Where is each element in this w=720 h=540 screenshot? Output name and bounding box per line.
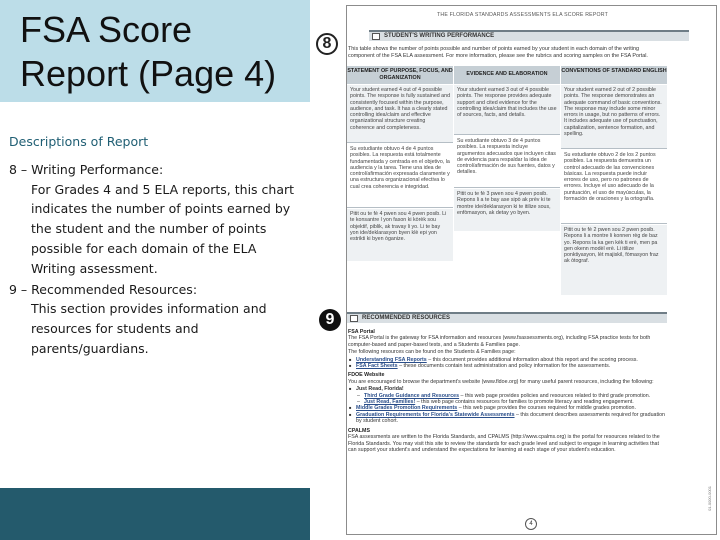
column-header-purpose: STATEMENT OF PURPOSE, FOCUS, AND ORGANIZATION (347, 66, 453, 84)
callout-writing-number: 8 (316, 33, 338, 55)
evidence-spanish: Su estudiante obtuvo 3 de 4 puntos posibles. La respuesta incluye argumentos adecuados que incluyen citas de evidencia para respaldar la idea de control/afirmación de sus fuentes, datos y detalles. (454, 136, 560, 188)
understanding-reports-link[interactable]: Understanding FSA Reports (356, 356, 427, 363)
purpose-spanish: Su estudiante obtuvo 4 de 4 puntos posibles. La respuesta está totalmente fundamentada y centrada en el objetivo, la audiencia y la tarea. Tiene una idea de control/afirmación expresada claramente y una estructura organizacional efectiva lo cual crea coherencia e integridad. (347, 144, 453, 208)
slide-title: FSA Score Report (Page 4) (20, 9, 277, 94)
portal-resource-desc: – this document provides additional information about this report and the scoring process. (426, 356, 638, 363)
description-text-resources: This section provides information and resources for students and parents/guardians. (31, 301, 267, 356)
fdoe-resource-desc: – this web page provides the courses required for middle grades promotion. (457, 405, 636, 412)
description-label-writing: 8 – Writing Performance: (9, 161, 164, 177)
writing-section-header (369, 30, 689, 41)
purpose-english: Your student earned 4 out of 4 possible points. The response is fully sustained and consistently focused within the purpose, audience, and task. It has a clearly stated controlling idea/claim and effective organizational structure creating coherence and completeness. (347, 85, 453, 143)
fdoe-resource-desc: – this web page provides policies and resources related to third grade promotion. (459, 392, 651, 399)
column-header-evidence: EVIDENCE AND ELABORATION (454, 66, 560, 84)
score-report-page (346, 5, 717, 535)
portal-resource-desc: – these documents contain test administration and policy information for the assessments. (397, 363, 611, 370)
writing-section-title: STUDENT'S WRITING PERFORMANCE (384, 33, 495, 39)
evidence-english: Your student earned 3 out of 4 possible points. The response provides adequate support and cited evidence for the controlling idea/claim that includes the use of sources, facts, and details. (454, 85, 560, 135)
descriptions-heading: Descriptions of Report (9, 134, 149, 149)
report-page-number: 4 (525, 518, 537, 530)
portal-resource-item (348, 363, 668, 369)
cpalms-heading: CPALMS (348, 427, 370, 434)
portal-text: The FSA Portal is the gateway for FSA information and resources (www.fsassessments.org), including FSA practice tests for both computer-based and paper-based tests, and a Students & Families page. (348, 335, 651, 348)
fdoe-resource-desc: – this web page contains resources for families to promote literacy and reading engagement. (415, 399, 634, 406)
graduation-requirements-link[interactable]: Graduation Requirements for Florida's Statewide Assessments (356, 411, 515, 418)
conventions-english: Your student earned 2 out of 2 possible points. The response demonstrates an adequate command of basic conventions. The response may include some minor errors in usage, but no patterns of errors. It includes adequate use of punctuation, capitalization, sentence formation, and spelling. (561, 85, 667, 149)
just-read-families-link[interactable]: Just Read, Families! (364, 399, 416, 406)
description-label-resources: 9 – Recommended Resources: (9, 281, 198, 297)
book-icon (350, 315, 358, 322)
description-text-writing: For Grades 4 and 5 ELA reports, this chart indicates the number of points earned by the student and the number of points possible for each domain of the ELA Writing assessment. (31, 181, 295, 276)
writing-intro: This table shows the number of points possible and number of points earned by your student in each domain of the writing component of the FSA ELA assessment. For more information, please see the rubrics and scoring samples on the FSA Portal. (348, 46, 648, 59)
bottom-band (0, 488, 310, 540)
conventions-creole: Pitit ou te fè 2 pwen sou 2 pwen posib. Repons li a montre li konnen règ de baz yo. Repons la ka gen kèk ti erè, men pa gen okenn modèl erè. Li itilize ponktiyasyon, lèt majiskil, fòmasyon fraz ak òtograf. (561, 225, 667, 295)
fdoe-resource-desc: – this document describes assessments required for graduation by student cohort. (356, 411, 665, 425)
evidence-creole: Pitit ou te fè 3 pwen sou 4 pwen posib. Repons li a te bay ase sipò ak prèv ki te montre ide/deklarasyon ki te itilize sous, enfòmasyon, ak detay yo byen. (454, 189, 560, 231)
resources-section-header (347, 312, 667, 323)
just-read-florida-link[interactable]: Just Read, Florida! (356, 386, 404, 393)
portal-heading: FSA Portal (348, 329, 375, 335)
portal-follow-text: The following resources can be found on the Students & Families page: (348, 349, 516, 356)
fdoe-resource-item (348, 412, 668, 425)
report-side-code: 01-0000-0001 (707, 486, 712, 511)
purpose-creole: Pitit ou te fè 4 pwen sou 4 pwen posib. Li te konsantre l yon fason ki kòrèk sou objektif, piblik, ak travay li yo. Li te bay yon ide/deklarasyon byen klè epi yon estrikti ki byen òganize. (347, 209, 453, 261)
third-grade-guidance-link[interactable]: Third Grade Guidance and Resources (364, 392, 460, 399)
fact-sheets-link[interactable]: FSA Fact Sheets (356, 363, 398, 370)
callout-resources-number: 9 (319, 309, 341, 331)
column-header-conventions: CONVENTIONS OF STANDARD ENGLISH (561, 66, 667, 84)
pencil-icon (372, 33, 380, 40)
resources-body (348, 326, 668, 454)
report-header: THE FLORIDA STANDARDS ASSESSMENTS ELA SCORE REPORT (437, 12, 608, 18)
description-item-resources (9, 280, 301, 359)
resources-section-title: RECOMMENDED RESOURCES (362, 315, 451, 321)
description-item-writing (9, 160, 301, 279)
middle-grades-promotion-link[interactable]: Middle Grades Promotion Requirements (356, 405, 458, 412)
fdoe-heading: FDOE Website (348, 372, 385, 379)
cpalms-text: FSA assessments are written to the Florida Standards, and CPALMS (http://www.cpalms.org) is the portal for resources related to the Florida Standards. You may visit this site to review the standards for each grade level and subject to engage in learning activities that can support your student's and understand the expectations for learning at each stage of your student's education. (348, 434, 660, 453)
writing-table (347, 66, 667, 298)
fdoe-text: You are encouraged to browse the department's website (www.fldoe.org) for many useful parent resources, including the following: (348, 378, 654, 385)
conventions-spanish: Su estudiante obtuvo 2 de los 2 puntos posibles. La respuesta demuestra un control adecuado de las convenciones básicas. La respuesta puede incluir errores de uso, pero no patrones de errores. Incluye el uso adecuado de la puntuación, el uso de mayúsculas, la formación de oraciones y la ortografía. (561, 150, 667, 224)
descriptions-panel (9, 132, 301, 360)
